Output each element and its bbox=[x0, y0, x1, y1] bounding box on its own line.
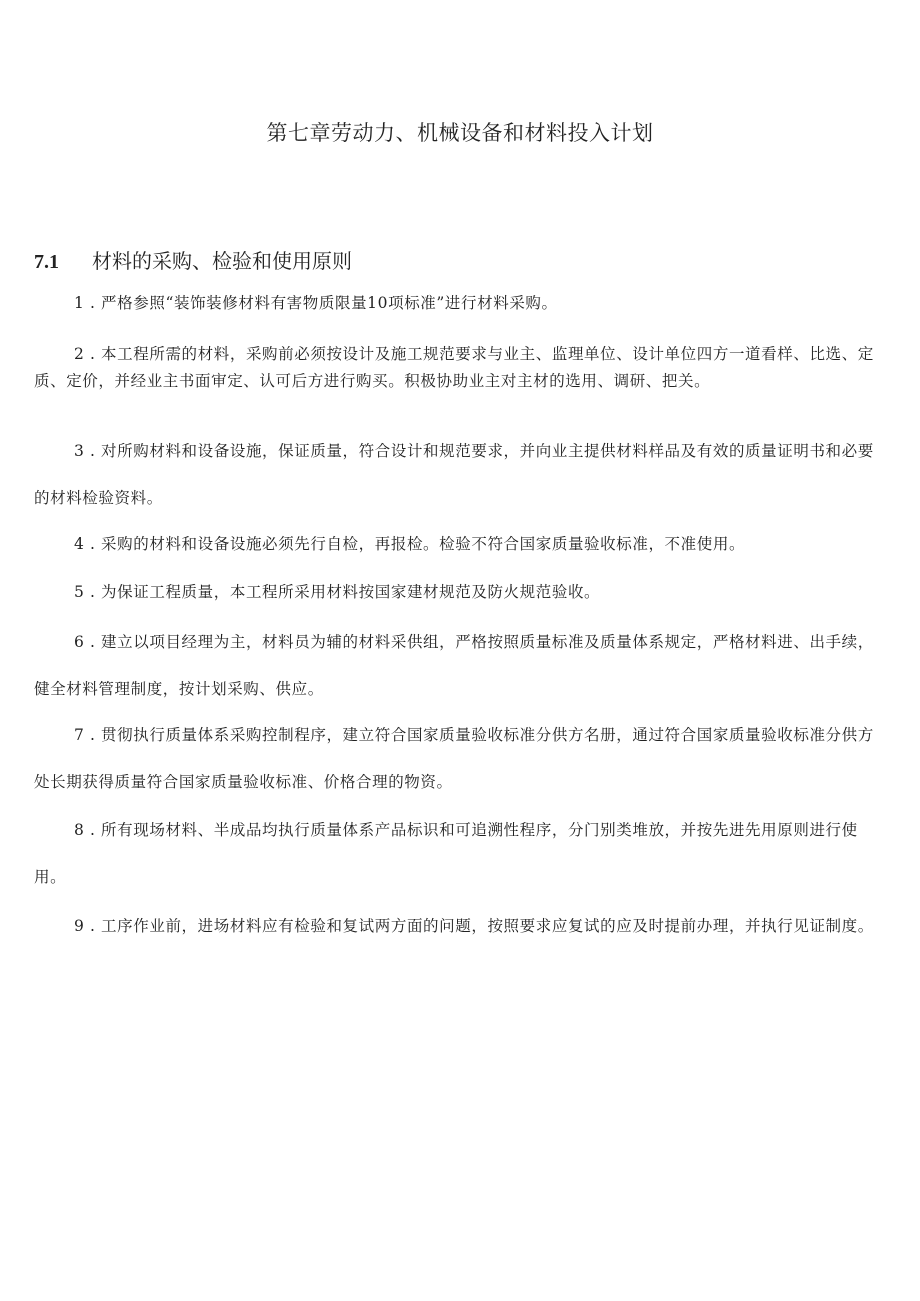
paragraph-4: 4 . 采购的材料和设备设施必须先行自检，再报检。检验不符合国家质量验收标准，不准使用。 bbox=[74, 535, 746, 553]
paragraph-5: 5 . 为保证工程质量，本工程所采用材料按国家建材规范及防火规范验收。 bbox=[74, 583, 601, 601]
section-number: 7.1 bbox=[34, 251, 59, 273]
paragraph-8: 8 . 所有现场材料、半成品均执行质量体系产品标识和可追溯性程序，分门别类堆放，并按先进先用原则进行使用。 bbox=[34, 821, 858, 886]
paragraph-9: 9 . 工序作业前，进场材料应有检验和复试两方面的问题，按照要求应复试的应及时提前办理，并执行见证制度。 bbox=[74, 917, 874, 935]
paragraph-1: 1 . 严格参照“装饰装修材料有害物质限量10项标准”进行材料采购。 bbox=[74, 294, 558, 312]
chapter-title: 第七章劳动力、机械设备和材料投入计划 bbox=[266, 121, 654, 145]
paragraph-2: 2 . 本工程所需的材料，采购前必须按设计及施工规范要求与业主、监理单位、设计单位四方一道看样、比选、定质、定价，并经业主书面审定、认可后方进行购买。积极协助业主对主材的选用、调研、把关。 bbox=[34, 345, 874, 390]
paragraph-6: 6 . 建立以项目经理为主，材料员为辅的材料采供组，严格按照质量标准及质量体系规定，严格材料进、出手续，健全材料管理制度，按计划采购、供应。 bbox=[34, 633, 874, 698]
paragraph-3: 3 . 对所购材料和设备设施，保证质量，符合设计和规范要求，并向业主提供材料样品及有效的质量证明书和必要的材料检验资料。 bbox=[34, 442, 874, 507]
section-heading bbox=[34, 245, 352, 274]
section-title: 材料的采购、检验和使用原则 bbox=[92, 249, 352, 273]
paragraph-7: 7 . 贯彻执行质量体系采购控制程序，建立符合国家质量验收标准分供方名册，通过符合国家质量验收标准分供方处长期获得质量符合国家质量验收标准、价格合理的物资。 bbox=[34, 726, 874, 791]
